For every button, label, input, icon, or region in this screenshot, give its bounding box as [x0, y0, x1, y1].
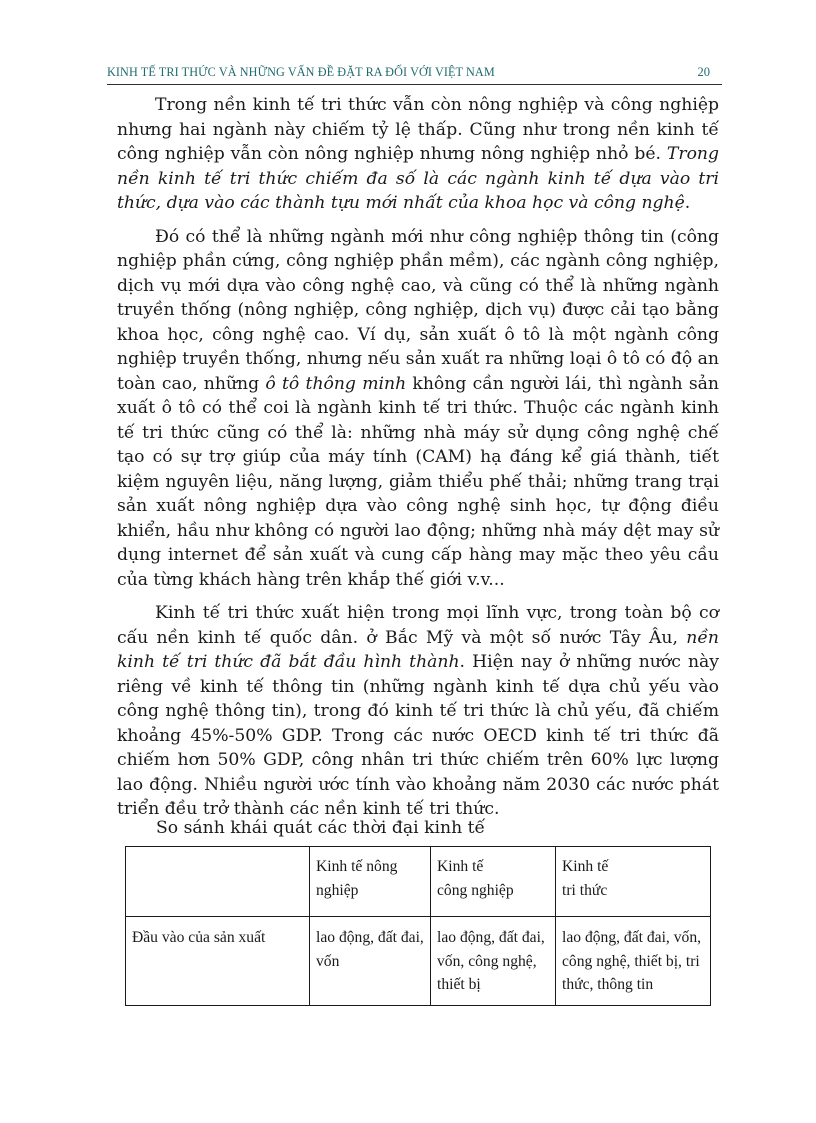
cell-industrial: lao động, đất đai, vốn, công nghệ, thiết bị — [431, 917, 556, 1006]
economy-comparison-table — [125, 846, 711, 1006]
header-agri-line2: nghiệp — [316, 881, 359, 899]
paragraph-2-emphasis: ô tô thông minh — [265, 373, 407, 394]
cell-agricultural: lao động, đất đai, vốn — [310, 917, 431, 1006]
paragraph-1 — [117, 93, 719, 216]
paragraph-3-text-b: . Hiện nay ở những nước này riêng về kinh tế thông tin (những ngành kinh tế dựa chủ yếu vào công nghệ thông tin), trong đó kinh tế tri thức là chủ yếu, đã chiếm khoảng 45%-50% GDP. Trong các nước OECD kinh tế tri thức đã chiếm hơn 50% GDP, công nhân tri thức chiếm trên 60% lực lượng lao động. Nhiều người ước tính vào khoảng năm 2030 các nước phát triển đều trở thành các nền kinh tế tri thức. — [117, 652, 720, 819]
header-cell-industrial — [431, 847, 556, 917]
paragraph-2 — [117, 225, 719, 593]
paragraph-1-end: . — [684, 193, 691, 213]
header-cell-agricultural — [310, 847, 431, 917]
table-header-row — [126, 847, 711, 917]
row-label: Đầu vào của sản xuất — [126, 917, 310, 1006]
header-industry-line1: Kinh tế — [437, 858, 484, 875]
paragraph-3-text-a: Kinh tế tri thức xuất hiện trong mọi lĩnh vực, trong toàn bộ cơ cấu nền kinh tế quốc dân. ở Bắc Mỹ và một số nước Tây Âu, — [117, 603, 719, 648]
header-knowledge-line1: Kinh tế — [562, 858, 609, 875]
page-number: 20 — [697, 65, 710, 79]
paragraph-2-text-b: không cần người lái, thì ngành sản xuất ô tô có thể coi là ngành kinh tế tri thức. Thuộc các ngành kinh tế tri thức cũng có thể là: những nhà máy sử dụng công nghệ chế tạo có sự trợ giúp của máy tính (CAM) hạ đáng kể giá thành, tiết kiệm nguyên liệu, năng lượng, giảm thiểu phế thải; những trang trại sản xuất nông nghiệp dựa vào công nghệ sinh học, tự động điều khiển, hầu như không có người lao động; những nhà máy dệt may sử dụng internet để sản xuất và cung cấp hàng may mặc theo yêu cầu của từng khách hàng trên khắp thế giới v.v... — [117, 373, 719, 590]
paragraph-3-emphasis: nền kinh tế tri thức đã bắt đầu hình thành — [117, 627, 719, 672]
paragraph-2-text-a: Đó có thể là những ngành mới như công nghiệp thông tin (công nghiệp phần cứng, công nghiệp phần mềm), các ngành công nghiệp, dịch vụ mới dựa vào công nghệ cao, và cũng có thể là những ngành truyền thống (nông nghiệp, công nghiệp, dịch vụ) được cải tạo bằng khoa học, công nghệ cao. Ví dụ, sản xuất ô tô là một ngành công nghiệp truyền thống, nhưng nếu sản xuất ra những loại ô tô có độ an toàn cao, những — [117, 226, 719, 394]
cell-knowledge: lao động, đất đai, vốn, công nghệ, thiết bị, tri thức, thông tin — [556, 917, 711, 1006]
paragraph-3 — [117, 601, 719, 822]
header-industry-line2: công nghiệp — [437, 881, 514, 899]
header-knowledge-line2: tri thức — [562, 881, 608, 899]
header-cell-knowledge — [556, 847, 711, 917]
header-agri-line1: Kinh tế nông — [316, 858, 398, 875]
paragraph-1-emphasis: Trong nền kinh tế tri thức chiếm đa số là các ngành kinh tế dựa vào tri thức, dựa vào các thành tựu mới nhất của khoa học và công nghệ — [117, 144, 719, 213]
paragraph-1-text: Trong nền kinh tế tri thức vẫn còn nông nghiệp và công nghiệp nhưng hai ngành này chiếm tỷ lệ thấp. Cũng như trong nền kinh tế công nghiệp vẫn còn nông nghiệp nhưng nông nghiệp nhỏ bé. — [117, 95, 719, 164]
body-text — [117, 93, 719, 822]
header-title: KINH TẾ TRI THỨC VÀ NHỮNG VẤN ĐỀ ĐẶT RA ĐỐI VỚI VIỆT NAM — [107, 65, 495, 79]
header-cell-empty — [126, 847, 310, 917]
running-header — [107, 62, 722, 85]
table-row — [126, 917, 711, 1006]
table-caption: So sánh khái quát các thời đại kinh tế — [156, 818, 486, 838]
